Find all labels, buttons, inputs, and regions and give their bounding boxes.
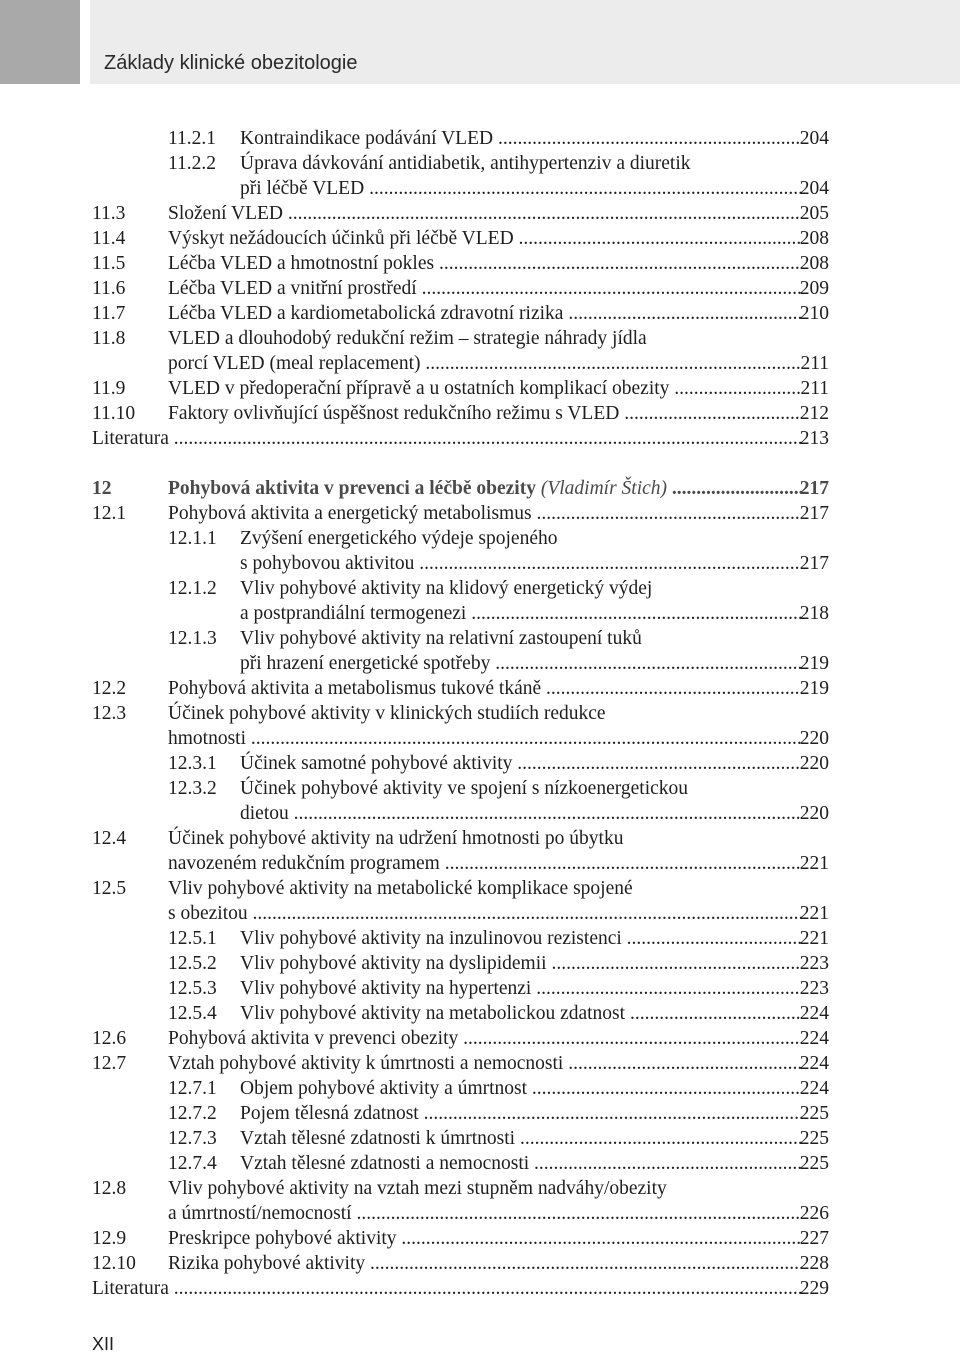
toc-entry[interactable]: [0, 926, 960, 951]
toc-entry[interactable]: [0, 876, 960, 901]
toc-entry[interactable]: [0, 1176, 960, 1201]
toc-entry-title: porcí VLED (meal replacement) .....: [168, 351, 802, 376]
toc-entry-page: 209: [799, 278, 829, 299]
toc-entry[interactable]: [0, 526, 960, 551]
toc-entry-number: 11.2.1: [168, 128, 217, 149]
toc-entry-title: při léčbě VLED .....: [240, 176, 802, 201]
toc-entry-title: Faktory ovlivňující úspěšnost redukčního režimu s VLED .....: [168, 401, 802, 426]
toc-entry-number: 11.5: [92, 253, 126, 274]
toc-entry-number: 11.3: [92, 203, 126, 224]
toc-entry-title: Vliv pohybové aktivity na relativní zastoupení tuků: [240, 628, 642, 649]
toc-entry-title: při hrazení energetické spotřeby .....: [240, 651, 802, 676]
toc-entry-title: Výskyt nežádoucích účinků při léčbě VLED .....: [168, 226, 802, 251]
toc-entry-number: 12.3: [92, 703, 127, 724]
toc-entry-page: 228: [799, 1253, 829, 1274]
toc-entry-number: 12.7: [92, 1053, 127, 1074]
toc-entry[interactable]: [0, 326, 960, 351]
toc-entry-page: 204: [799, 128, 829, 149]
toc-entry-number: 12: [92, 478, 112, 499]
toc-entry-title: Vliv pohybové aktivity na metabolickou zdatnost .....: [240, 1001, 802, 1026]
toc-entry-page: 212: [799, 403, 829, 424]
table-of-contents: [0, 126, 960, 1301]
toc-entry[interactable]: [0, 826, 960, 851]
toc-entry-title: Pojem tělesná zdatnost .....: [240, 1101, 802, 1126]
toc-entry-title: Pohybová aktivita v prevenci obezity .....: [168, 1026, 802, 1051]
toc-entry-page: 224: [799, 1028, 829, 1049]
toc-entry-title: Vliv pohybové aktivity na vztah mezi stupněm nadváhy/obezity: [168, 1178, 667, 1199]
toc-entry-page: 223: [799, 953, 829, 974]
toc-entry-page: 223: [799, 978, 829, 999]
toc-entry-number: 12.7.2: [168, 1103, 217, 1124]
toc-entry-title: Kontraindikace podávání VLED .....: [240, 126, 802, 151]
toc-entry-number: 11.9: [92, 378, 126, 399]
toc-entry-title: VLED v předoperační přípravě a u ostatních komplikací obezity .....: [168, 376, 802, 401]
toc-entry[interactable]: [0, 676, 960, 701]
toc-entry[interactable]: [0, 751, 960, 776]
toc-entry[interactable]: [0, 401, 960, 426]
toc-entry-title: Vliv pohybové aktivity na hypertenzi .....: [240, 976, 802, 1001]
toc-entry[interactable]: [0, 276, 960, 301]
toc-entry-title: Vztah tělesné zdatnosti k úmrtnosti .....: [240, 1126, 802, 1151]
toc-entry-page: 225: [799, 1128, 829, 1149]
toc-entry[interactable]: [0, 1101, 960, 1126]
toc-entry[interactable]: [0, 1026, 960, 1051]
toc-entry-page: 229: [799, 1278, 829, 1299]
toc-entry-title: Objem pohybové aktivity a úmrtnost .....: [240, 1076, 802, 1101]
toc-entry-title: Účinek pohybové aktivity v klinických studiích redukce: [168, 703, 606, 724]
toc-entry-page: 210: [799, 303, 829, 324]
toc-entry-page: 220: [799, 803, 829, 824]
running-header: [90, 0, 960, 84]
toc-entry-number: 12.7.3: [168, 1128, 217, 1149]
toc-entry-page: 217: [799, 503, 829, 524]
toc-entry-number: 11.2.2: [168, 153, 217, 174]
toc-entry[interactable]: [0, 651, 960, 676]
toc-entry[interactable]: [0, 176, 960, 201]
toc-entry-number: 12.1.3: [168, 628, 217, 649]
toc-entry-title: Preskripce pohybové aktivity .....: [168, 1226, 802, 1251]
toc-entry-page: 224: [799, 1053, 829, 1074]
toc-entry-title: Vztah tělesné zdatnosti a nemocnosti .....: [240, 1151, 802, 1176]
toc-entry-number: 12.3.1: [168, 753, 217, 774]
toc-entry[interactable]: [0, 301, 960, 326]
toc-entry-title: Rizika pohybové aktivity .....: [168, 1251, 802, 1276]
toc-entry-page: 218: [799, 603, 829, 624]
toc-entry[interactable]: [0, 701, 960, 726]
toc-entry-title: Vliv pohybové aktivity na dyslipidemii .....: [240, 951, 802, 976]
toc-entry-title: s obezitou .....: [168, 901, 802, 926]
toc-entry-page: 208: [799, 228, 829, 249]
toc-entry[interactable]: [0, 976, 960, 1001]
toc-entry[interactable]: [0, 1201, 960, 1226]
toc-entry[interactable]: [0, 1001, 960, 1026]
toc-entry-title: hmotnosti .....: [168, 726, 802, 751]
toc-entry[interactable]: [0, 151, 960, 176]
toc-entry[interactable]: [0, 376, 960, 401]
corner-block: [0, 0, 80, 84]
toc-entry[interactable]: [0, 1126, 960, 1151]
toc-entry[interactable]: [0, 1276, 960, 1301]
toc-entry-number: 12.5.1: [168, 928, 217, 949]
toc-entry-number: 12.5.3: [168, 978, 217, 999]
toc-entry[interactable]: [0, 501, 960, 526]
toc-entry-title-text: Pohybová aktivita v prevenci a léčbě obezity: [168, 478, 536, 499]
toc-entry[interactable]: [0, 801, 960, 826]
toc-entry-title: Účinek samotné pohybové aktivity .....: [240, 751, 802, 776]
toc-entry-title: s pohybovou aktivitou .....: [240, 551, 802, 576]
toc-entry[interactable]: [0, 226, 960, 251]
toc-entry-title: Vztah pohybové aktivity k úmrtnosti a nemocnosti .....: [168, 1051, 802, 1076]
toc-entry-title: VLED a dlouhodobý redukční režim – strategie náhrady jídla: [168, 328, 647, 349]
toc-entry-number: 11.10: [92, 403, 136, 424]
toc-entry-number: 12.8: [92, 1178, 127, 1199]
toc-entry[interactable]: [0, 726, 960, 751]
toc-entry-title: Účinek pohybové aktivity ve spojení s nízkoenergetickou: [240, 778, 689, 799]
toc-entry-number: 12.2: [92, 678, 127, 699]
toc-entry-number: 12.5: [92, 878, 127, 899]
toc-entry-title: Literatura .....: [92, 426, 802, 451]
toc-entry[interactable]: [0, 1151, 960, 1176]
toc-entry-page: 205: [799, 203, 829, 224]
toc-entry-number: 12.5.4: [168, 1003, 217, 1024]
toc-entry-page: 224: [799, 1003, 829, 1024]
toc-entry-title: Zvýšení energetického výdeje spojeného: [240, 528, 558, 549]
toc-entry[interactable]: [0, 1076, 960, 1101]
toc-entry-title: Účinek pohybové aktivity na udržení hmotnosti po úbytku: [168, 828, 624, 849]
toc-entry-page: 221: [799, 928, 829, 949]
toc-entry-number: 12.6: [92, 1028, 127, 1049]
toc-entry-number: 12.1.2: [168, 578, 217, 599]
toc-entry-title: Literatura .....: [92, 1276, 802, 1301]
toc-entry-page: 219: [799, 653, 829, 674]
toc-entry-number: 12.7.4: [168, 1153, 217, 1174]
toc-entry-number: 11.7: [92, 303, 126, 324]
toc-entry[interactable]: [0, 201, 960, 226]
toc-entry-page: 220: [799, 728, 829, 749]
toc-entry[interactable]: [0, 1251, 960, 1276]
toc-entry[interactable]: [0, 776, 960, 801]
toc-entry[interactable]: [0, 351, 960, 376]
toc-entry-title: Složení VLED .....: [168, 201, 802, 226]
toc-entry-title: Léčba VLED a vnitřní prostředí .....: [168, 276, 802, 301]
toc-spacer: [0, 451, 960, 476]
toc-entry-title: Vliv pohybové aktivity na klidový energetický výdej: [240, 578, 653, 599]
toc-entry-title: a postprandiální termogenezi .....: [240, 601, 802, 626]
toc-entry[interactable]: [0, 1051, 960, 1076]
toc-entry-number: 12.1.1: [168, 528, 217, 549]
toc-entry-number: 12.5.2: [168, 953, 217, 974]
toc-entry-page: 213: [799, 428, 829, 449]
toc-entry-title: Pohybová aktivita a energetický metabolismus .....: [168, 501, 802, 526]
toc-entry-title: Pohybová aktivita a metabolismus tukové tkáně .....: [168, 676, 802, 701]
toc-entry-page: 208: [799, 253, 829, 274]
running-header-title: Základy klinické obezitologie: [104, 52, 358, 74]
toc-entry-number: 12.3.2: [168, 778, 217, 799]
toc-entry-title: dietou .....: [240, 801, 802, 826]
toc-entry-page: 225: [799, 1153, 829, 1174]
toc-entry-title: Vliv pohybové aktivity na inzulinovou rezistenci .....: [240, 926, 802, 951]
toc-chapter-entry[interactable]: [0, 476, 960, 501]
toc-entry-page: 217: [799, 478, 829, 499]
toc-entry[interactable]: [0, 851, 960, 876]
toc-entry-number: 12.7.1: [168, 1078, 217, 1099]
toc-entry-number: 12.10: [92, 1253, 136, 1274]
toc-entry-number: 12.1: [92, 503, 127, 524]
toc-entry[interactable]: [0, 551, 960, 576]
toc-entry-page: 224: [799, 1078, 829, 1099]
toc-entry-page: 211: [800, 353, 829, 374]
toc-entry-page: 226: [799, 1203, 829, 1224]
toc-entry-title: Vliv pohybové aktivity na metabolické komplikace spojené: [168, 878, 633, 899]
toc-entry[interactable]: [0, 951, 960, 976]
toc-entry[interactable]: [0, 626, 960, 651]
toc-entry-number: 12.9: [92, 1228, 127, 1249]
toc-entry-number: 11.6: [92, 278, 126, 299]
toc-entry[interactable]: [0, 426, 960, 451]
toc-entry[interactable]: [0, 901, 960, 926]
toc-entry-number: 12.4: [92, 828, 127, 849]
toc-entry-page: 225: [799, 1103, 829, 1124]
toc-entry-page: 227: [799, 1228, 829, 1249]
toc-entry-title: Úprava dávkování antidiabetik, antihypertenziv a diuretik: [240, 153, 691, 174]
toc-entry[interactable]: [0, 126, 960, 151]
toc-entry[interactable]: [0, 601, 960, 626]
toc-entry-title: Léčba VLED a hmotnostní pokles .....: [168, 251, 802, 276]
toc-entry-page: 221: [799, 853, 829, 874]
toc-entry-title: Léčba VLED a kardiometabolická zdravotní rizika .....: [168, 301, 802, 326]
toc-entry-author: (Vladimír Štich): [540, 478, 668, 499]
toc-entry-page: 221: [799, 903, 829, 924]
toc-entry-page: 219: [799, 678, 829, 699]
toc-entry-title: [168, 476, 802, 501]
toc-entry-page: 217: [799, 553, 829, 574]
toc-entry-title: a úmrtností/nemocností .....: [168, 1201, 802, 1226]
toc-entry-page: 220: [799, 753, 829, 774]
page-number: XII: [92, 1334, 115, 1354]
toc-entry[interactable]: [0, 251, 960, 276]
toc-entry[interactable]: [0, 576, 960, 601]
toc-entry-page: 204: [799, 178, 829, 199]
toc-entry-page: 211: [800, 378, 829, 399]
toc-entry-number: 11.8: [92, 328, 126, 349]
toc-entry-number: 11.4: [92, 228, 126, 249]
toc-entry-title: navozeném redukčním programem .....: [168, 851, 802, 876]
toc-entry[interactable]: [0, 1226, 960, 1251]
